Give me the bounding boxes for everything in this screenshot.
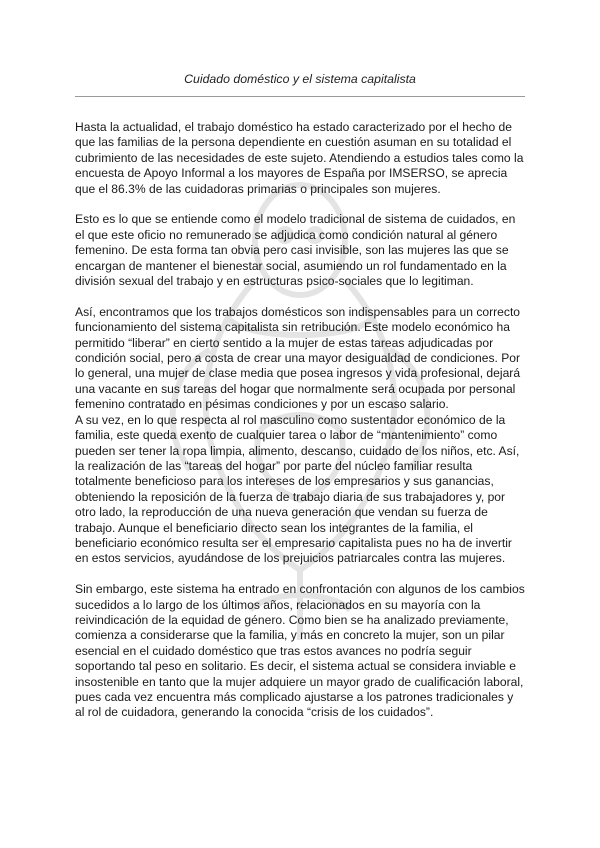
paragraph-spacer (75, 567, 525, 582)
document-body (75, 120, 525, 721)
paragraph-2: Esto es lo que se entiende como el modelo tradicional de sistema de cuidados, en el que este oficio no remunerado se adjudica como condición natural al género femenino. De esta forma tan obvia pero casi invisible, son las mujeres las que se encargan de mantener el bienestar social, asumiendo un rol fundamentado en la división sexual del trabajo y en estructuras psico-sociales que lo legitiman. (75, 212, 516, 289)
paragraph-spacer (75, 289, 525, 304)
paragraph-5: Sin embargo, este sistema ha entrado en confrontación con algunos de los cambios sucedidos a lo largo de los últimos años, relacionados en su mayoría con la reivindicación de la equidad de género. Como bien se ha analizado previamente, comienza a considerarse que la familia, y más en concreto la mujer, son un pilar esencial en el cuidado doméstico que tras estos avances no podría seguir soportando tal peso en solitario. Es decir, el sistema actual se considera inviable e insostenible en tanto que la mujer adquiere un mayor grado de cualificación laboral, pues cada vez encuentra más complicado ajustarse a los patrones tradicionales y al rol de cuidadora, generando la conocida “crisis de los cuidados”. (75, 582, 525, 720)
paragraph-1: Hasta la actualidad, el trabajo doméstico ha estado caracterizado por el hecho de que las familias de la persona dependiente en cuestión asuman en su totalidad el cubrimiento de las necesidades de este sujeto. Atendiendo a estudios tales como la encuesta de Apoyo Informal a los mayores de España por IMSERSO, se aprecia que el 86.3% de las cuidadoras primarias o principales son mujeres. (75, 120, 524, 196)
document-header-title: Cuidado doméstico y el sistema capitalista (184, 72, 416, 86)
header-divider (75, 96, 525, 97)
paragraph-4: A su vez, en lo que respecta al rol masculino como sustentador económico de la familia, este queda exento de cualquier tarea o labor de “mantenimiento” como pueden ser tener la ropa limpia, alimento, descanso, cuidado de los niños, etc. Así, la realización de las “tareas del hogar” por parte del núcleo familiar resulta totalmente beneficioso para los intereses de los empresarios y sus ganancias, obteniendo la reposición de la fuerza de trabajo diaria de sus trabajadores y, por otro lado, la reproducción de una nueva generación que vendan su fuerza de trabajo. Aunque el beneficiario directo sean los integrantes de la familia, el beneficiario económico resulta ser el empresario capitalista pues no ha de invertir en estos servicios, ayudándose de los prejuicios patriarcales contra las mujeres. (75, 412, 520, 566)
paragraph-3: Así, encontramos que los trabajos domésticos son indispensables para un correcto funcionamiento del sistema capitalista sin retribución. Este modelo económico ha permitido “liberar” en cierto sentido a la mujer de estas tareas adjudicadas por condición social, pero a costa de crear una mayor desigualdad de condiciones. Por lo general, una mujer de clase media que posea ingresos y vida profesional, dejará una vacante en sus tareas del hogar que normalmente será ocupada por personal femenino contratado en pésimas condiciones y por un escaso salario. (75, 304, 521, 412)
paragraph-spacer (75, 197, 525, 212)
